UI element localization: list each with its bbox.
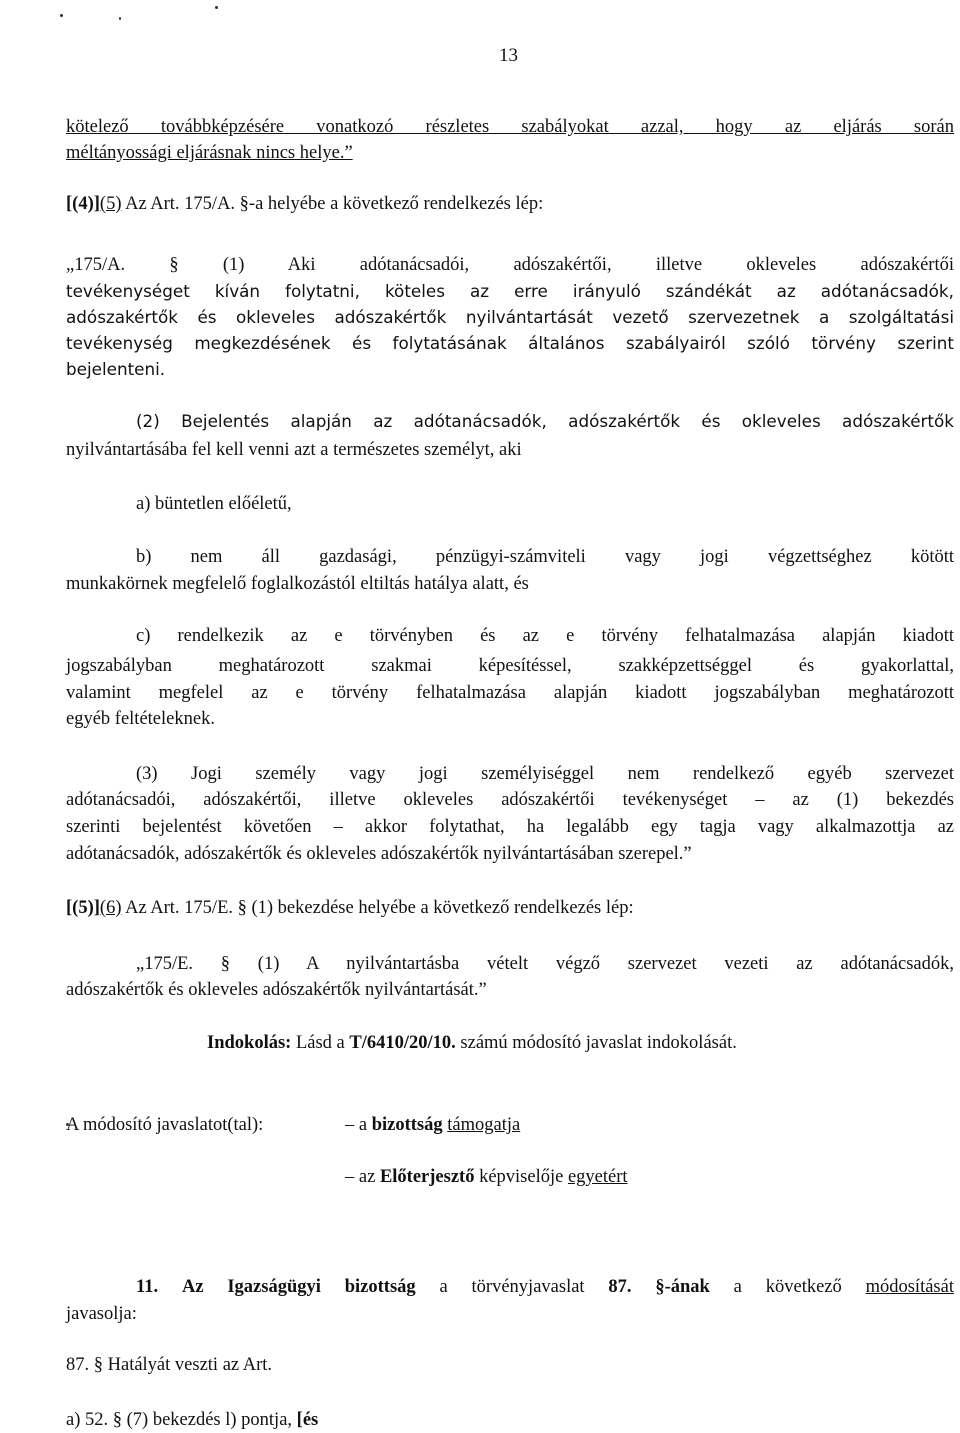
point-c-line: egyéb feltételeknek.: [66, 709, 215, 729]
paragraph-2-line: nyilvántartásába fel kell venni azt a természetes személyt, aki: [66, 440, 522, 460]
justification-text: számú módosító javaslat indokolását.: [455, 1033, 737, 1053]
point-a: a) büntetlen előéletű,: [136, 494, 292, 514]
point-c-line: c) rendelkezik az e törvényben és az e törvény felhatalmazása alapján kiadott: [136, 626, 954, 646]
amendment-point-5: [66, 195, 543, 214]
section-87: 87. § Hatályát veszti az Art.: [66, 1355, 273, 1375]
scan-speck: [60, 14, 63, 17]
paragraph-line: kötelező továbbképzésére vonatkozó részletes szabályokat azzal, hogy az eljárás során: [66, 117, 954, 137]
item-number: 11.: [136, 1277, 159, 1297]
section-175e-line: adószakértők és okleveles adószakértők nyilvántartását.”: [66, 980, 487, 1000]
deleted-number: [(4)]: [66, 194, 100, 214]
amendment-text: Az Art. 175/E. § (1) bekezdése helyébe a következő rendelkezés lép:: [121, 898, 634, 918]
section-175a-line: tevékenység megkezdésének és folytatásának általános szabályairól szóló törvény szerint: [66, 333, 954, 353]
justification-text: Lásd a: [291, 1033, 350, 1053]
point-c-line: valamint megfelel az e törvény felhatalmazása alapján kiadott jogszabályban meghatározott: [66, 683, 954, 703]
paragraph-line: méltányossági eljárásnak nincs helye.”: [66, 143, 353, 163]
section-175a-line: adószakértők és okleveles adószakértők nyilvántartását vezető szervezetnek a szolgáltatási: [66, 307, 954, 327]
repealed-text: a) 52. § (7) bekezdés l) pontja,: [66, 1410, 297, 1430]
amendment-point-6: [66, 899, 634, 918]
submitter-name: Előterjesztő: [379, 1167, 475, 1187]
deleted-number: [(5)]: [66, 898, 100, 918]
submitter-decision: egyetért: [567, 1167, 628, 1187]
paragraph-2-line: (2) Bejelentés alapján az adótanácsadók, adószakértők és okleveles adószakértők: [136, 411, 954, 431]
point-b-line: b) nem áll gazdasági, pénzügyi-számviteli vagy jogi végzettséghez kötött: [136, 547, 954, 567]
justification-ref: T/6410/20/10.: [349, 1033, 456, 1053]
paragraph-3-line: adótanácsadók, adószakértők és okleveles adószakértők nyilvántartásában szerepel.”: [66, 844, 692, 864]
item-11: [136, 1278, 954, 1297]
repealed-point-a: [66, 1411, 318, 1430]
paragraph-3-line: szerinti bejelentést követően – akkor folytathat, ha legalább egy tagja vagy alkalmazottja az: [66, 817, 954, 837]
item-text: a következő: [709, 1277, 866, 1297]
committee-position: [345, 1116, 520, 1135]
item-11-continuation: javasolja:: [66, 1304, 137, 1324]
scan-speck: [119, 17, 121, 20]
committee-decision: támogatja: [447, 1115, 521, 1135]
section-175a-line: bejelenteni.: [66, 359, 166, 379]
point-c-line: jogszabályban meghatározott szakmai képesítéssel, szakképzettséggel és gyakorlattal,: [66, 656, 954, 676]
proposer-label: A módosító javaslatot(tal):: [66, 1115, 264, 1135]
justification-label: Indokolás:: [207, 1033, 292, 1053]
section-175e-line: „175/E. § (1) A nyilvántartásba vételt végző szervezet vezeti az adótanácsadók,: [136, 954, 954, 974]
amendment-word: módosítását: [865, 1277, 954, 1297]
justification: [207, 1034, 737, 1053]
scan-speck: [215, 6, 218, 9]
page-number: 13: [499, 45, 518, 66]
point-b-line: munkakörnek megfelelő foglalkozástól eltiltás hatálya alatt, és: [66, 574, 529, 594]
paragraph-3-line: adótanácsadói, adószakértői, illetve okleveles adószakértői tevékenységet – az (1) bekezdés: [66, 790, 954, 810]
amendment-text: Az Art. 175/A. §-a helyébe a következő rendelkezés lép:: [121, 194, 544, 214]
section-175a-line: „175/A. § (1) Aki adótanácsadói, adószakértői, illetve okleveles adószakértői: [66, 255, 954, 275]
committee-name: bizottság: [371, 1115, 443, 1135]
position-text: képviselője: [474, 1167, 568, 1187]
inserted-number: (5): [99, 194, 122, 214]
section-ref: 87. §-ának: [608, 1277, 710, 1297]
deleted-bracket: [és: [296, 1410, 319, 1430]
item-text: a törvényjavaslat: [415, 1277, 609, 1297]
submitter-position: [345, 1168, 628, 1187]
section-175a-line: tevékenységet kíván folytatni, köteles az erre irányuló szándékát az adótanácsadók,: [66, 281, 954, 301]
position-dash: – a: [345, 1115, 372, 1135]
committee-name: Az Igazságügyi bizottság: [181, 1277, 416, 1297]
paragraph-3-line: (3) Jogi személy vagy jogi személyiséggel nem rendelkező egyéb szervezet: [136, 764, 954, 784]
inserted-number: (6): [99, 898, 122, 918]
position-dash: – az: [345, 1167, 380, 1187]
